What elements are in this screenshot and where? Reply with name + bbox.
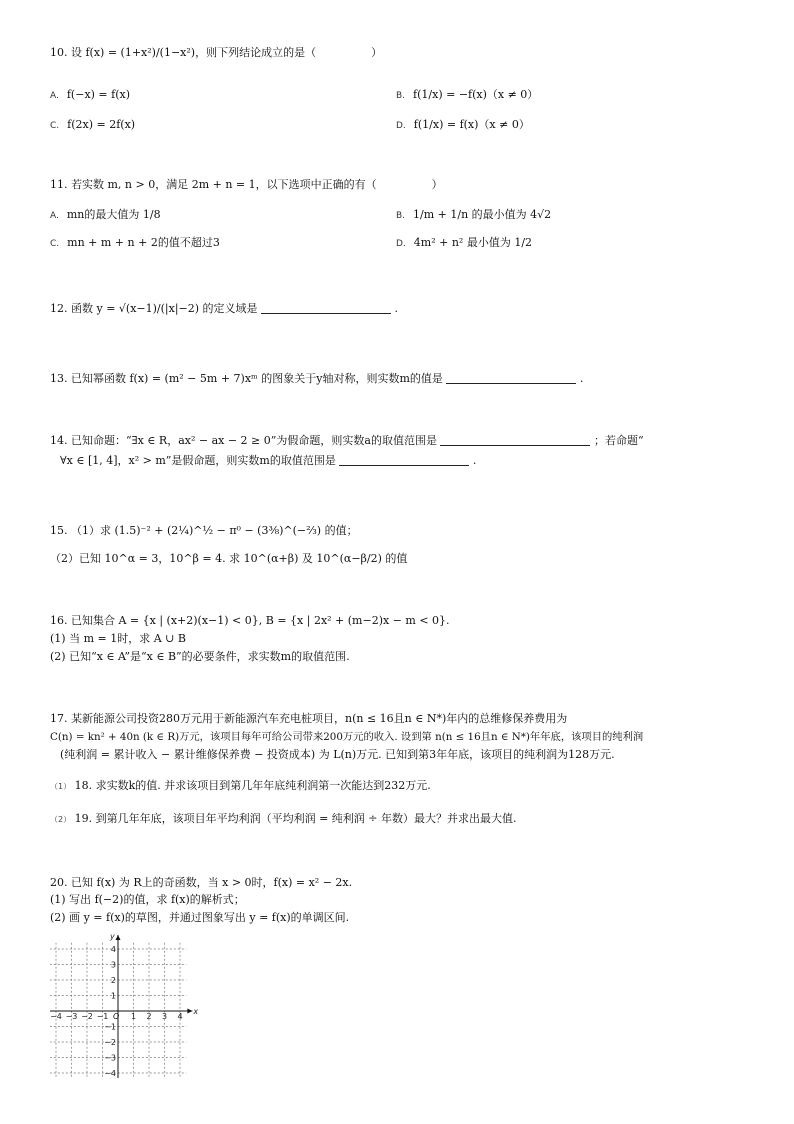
q10-option-c-letter: C. (50, 121, 60, 131)
q17-line3: (纯利润 = 累计收入 − 累计维修保养费 − 投资成本) 为 L(n)万元. 已知到第3年年底，该项目的纯利润为128万元. (60, 748, 615, 761)
q13-stem: 13. 已知幂函数 f(x) = (m² − 5m + 7)xᵐ 的图象关于y轴对称，则实数m的值是 (50, 372, 443, 385)
q11-option-a-letter: A. (50, 211, 59, 221)
q16-part1: (1) 当 m = 1时，求 A ∪ B (50, 632, 186, 645)
q13 (50, 372, 583, 385)
q11-option-a[interactable] (50, 208, 161, 222)
y-tick-label: −1 (104, 1022, 116, 1032)
q17-sub2-tag: （2） (50, 815, 72, 824)
q17-line2: C(n) = kn² + 40n (k ∈ R)万元，该项目每年可给公司带来200万元的收入. 设到第 n(n ≤ 16且n ∈ N*)年年底，该项目的纯利润 (50, 731, 644, 743)
y-tick-label: 2 (110, 976, 116, 985)
q11-option-b-text: 1/m + 1/n 的最小值为 4√2 (413, 208, 552, 221)
q11-option-b[interactable] (396, 208, 551, 222)
q14-line1 (50, 434, 644, 447)
q17-sub2-text: 19. 到第几年年底，该项目年平均利润（平均利润 = 纯利润 ÷ 年数）最大？并求出最大值. (74, 812, 517, 825)
x-tick-label: −3 (65, 1012, 78, 1021)
x-tick-label: 2 (146, 1012, 152, 1021)
q11-option-c-letter: C. (50, 239, 60, 249)
y-tick-label: 4 (110, 945, 116, 954)
q15-part1: 15. （1）求 (1.5)⁻² + (2¼)^½ − π⁰ − (3⅜)^(−⅔) 的值； (50, 524, 358, 537)
q10-option-b[interactable] (396, 88, 538, 102)
q14-answer-blank-1[interactable] (440, 434, 590, 446)
q14-line1-tail: ；若命题“ (593, 434, 644, 447)
q12 (50, 302, 398, 315)
x-tick-label: −1 (96, 1012, 109, 1021)
q13-tail: . (579, 372, 584, 385)
q14-line1-text: 14. 已知命题：“∃x ∈ R，ax² − ax − 2 ≥ 0”为假命题，则实数a的取值范围是 (50, 434, 437, 447)
q20-part2: (2) 画 y = f(x)的草图，并通过图象写出 y = f(x)的单调区间. (50, 911, 350, 924)
q11-option-d[interactable] (396, 236, 532, 250)
y-tick-label: −4 (104, 1069, 116, 1078)
x-tick-label: 1 (130, 1012, 137, 1021)
q11-option-d-letter: D. (396, 239, 406, 249)
q10-option-d-text: f(1/x) = f(x)（x ≠ 0） (413, 118, 530, 131)
x-tick-label: −2 (81, 1012, 93, 1021)
q10-stem: 10. 设 f(x) = (1+x²)/(1−x²)，则下列结论成立的是（ ） (50, 46, 383, 59)
origin-label: O (113, 1012, 120, 1021)
x-tick-label: 4 (177, 1012, 183, 1021)
x-tick-label: 3 (161, 1012, 168, 1021)
q17-sub1 (50, 779, 431, 792)
q11-option-a-text: mn的最大值为 1/8 (66, 208, 161, 221)
q14-line2 (60, 454, 476, 467)
q10-option-d[interactable] (396, 118, 530, 132)
q14-line2-text: ∀x ∈ [1, 4]，x² > m”是假命题，则实数m的取值范围是 (60, 454, 336, 467)
y-tick-label: 3 (110, 960, 116, 970)
q12-tail: . (394, 302, 399, 315)
q13-answer-blank[interactable] (446, 372, 576, 384)
y-tick-label: −3 (104, 1053, 116, 1063)
q11-option-d-text: 4m² + n² 最小值为 1/2 (413, 236, 533, 249)
q11-option-b-letter: B. (396, 211, 406, 221)
q10-option-d-letter: D. (396, 121, 406, 131)
q16-stem: 16. 已知集合 A = {x | (x+2)(x−1) < 0}, B = {x | 2x² + (m−2)x − m < 0}. (50, 614, 450, 627)
q10-option-a-text: f(−x) = f(x) (66, 88, 131, 101)
q10-option-c-text: f(2x) = 2f(x) (67, 118, 136, 131)
q10-option-b-letter: B. (396, 91, 406, 101)
q14-line2-tail: . (472, 454, 477, 467)
y-tick-label: −2 (104, 1038, 116, 1047)
q12-answer-blank[interactable] (261, 302, 391, 314)
q16-part2: (2) 已知“x ∈ A”是“x ∈ B”的必要条件，求实数m的取值范围. (50, 650, 350, 663)
q20-part1: (1) 写出 f(−2)的值，求 f(x)的解析式； (50, 893, 245, 906)
x-axis-label: x (193, 1007, 199, 1016)
q20-stem: 20. 已知 f(x) 为 R上的奇函数，当 x > 0时，f(x) = x² − 2x. (50, 876, 353, 889)
q17-sub1-text: 18. 求实数k的值. 并求该项目到第几年年底纯利润第一次能达到232万元. (74, 779, 431, 792)
q10-option-a-letter: A. (50, 91, 59, 101)
y-axis-arrow-icon (116, 935, 121, 940)
coordinate-grid[interactable] (50, 928, 210, 1078)
q17-sub1-tag: （1） (50, 782, 72, 791)
q10-option-a[interactable] (50, 88, 130, 102)
q10-option-c[interactable] (50, 118, 135, 132)
q17-line1: 17. 某新能源公司投资280万元用于新能源汽车充电桩项目，n(n ≤ 16且n ∈ N*)年内的总维修保养费用为 (50, 712, 568, 725)
q17-sub2 (50, 812, 517, 825)
x-axis-arrow-icon (187, 1009, 192, 1014)
y-axis-label: y (110, 932, 115, 942)
q11-option-c-text: mn + m + n + 2的值不超过3 (67, 236, 220, 249)
q11-option-c[interactable] (50, 236, 220, 250)
axis-labels (50, 932, 198, 1078)
q12-stem: 12. 函数 y = √(x−1)/(|x|−2) 的定义域是 (50, 302, 258, 315)
q15-part2: （2）已知 10^α = 3，10^β = 4. 求 10^(α+β) 及 10^(α−β/2) 的值 (50, 552, 408, 565)
q11-stem: 11. 若实数 m, n > 0，满足 2m + n = 1，以下选项中正确的有（ ） (50, 178, 443, 191)
x-tick-label: −4 (50, 1012, 62, 1021)
q10-option-b-text: f(1/x) = −f(x)（x ≠ 0） (413, 88, 539, 101)
y-tick-label: 1 (110, 991, 116, 1001)
q14-answer-blank-2[interactable] (339, 454, 469, 466)
